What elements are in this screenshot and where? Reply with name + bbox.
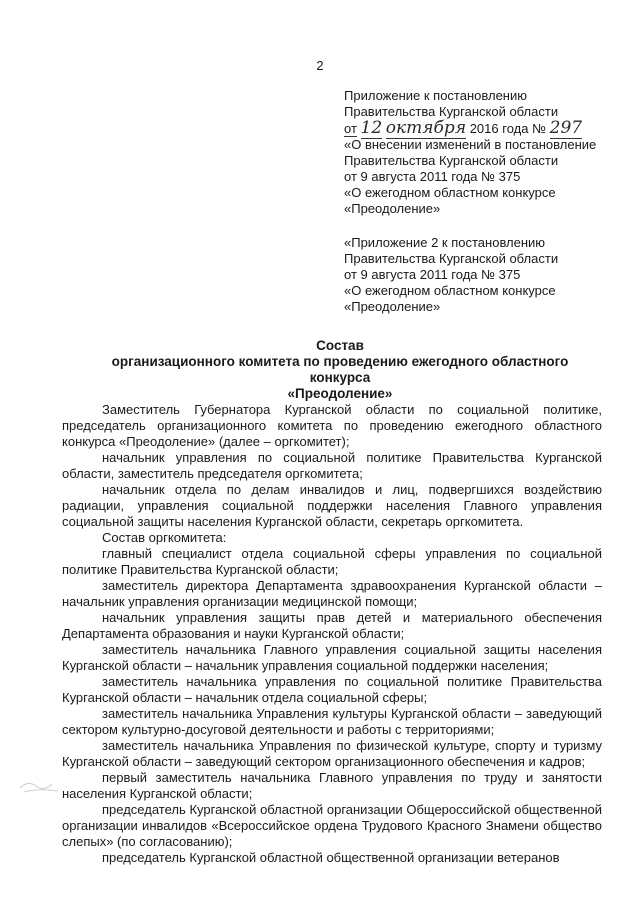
- appendix-line: от 9 августа 2011 года № 375: [344, 169, 521, 184]
- appendix-line: «Преодоление»: [344, 201, 441, 216]
- paragraph: заместитель директора Департамента здравоохранения Курганской области – начальник управления организации медицинской помощи;: [62, 578, 602, 609]
- appendix-date-line: [344, 120, 634, 137]
- paragraph: главный специалист отдела социальной сферы управления по социальной политике Правительства Курганской области;: [62, 546, 602, 577]
- appendix-line: «Приложение 2 к постановлению: [344, 235, 546, 250]
- appendix-line: Правительства Курганской области: [344, 104, 559, 119]
- paragraph: начальник управления защиты прав детей и материального обеспечения Департамента образования и науки Курганской области;: [62, 610, 602, 641]
- heading-contest-name: «Преодоление»: [287, 386, 393, 401]
- appendix-line: «О ежегодном областном конкурсе: [344, 185, 556, 200]
- appendix-line: от 9 августа 2011 года № 375: [344, 267, 521, 282]
- paragraph: Заместитель Губернатора Курганской области по социальной политике, председатель организационного комитета по проведению ежегодного областного конкурса «Преодоление» (далее – оргкомитет);: [62, 402, 602, 449]
- heading-title: Состав: [316, 338, 364, 353]
- handwritten-month: октября: [385, 118, 467, 138]
- paragraph: Состав оргкомитета:: [102, 530, 227, 545]
- paragraph: заместитель начальника управления по социальной политике Правительства Курганской области – начальник отдела социальной сферы;: [62, 674, 602, 705]
- paragraph: заместитель начальника Главного управления социальной защиты населения Курганской области – начальник управления социальной поддержки населения;: [62, 642, 602, 673]
- appendix-line: Приложение к постановлению: [344, 88, 527, 103]
- handwritten-number: 297: [549, 118, 583, 138]
- faint-stamp-mark: [18, 776, 64, 796]
- paragraph: начальник отдела по делам инвалидов и лиц, подвергшихся воздействию радиации, управления социальной поддержки населения Главного управления социальной защиты населения Курганской области, секретарь оргкомитета.: [62, 482, 602, 529]
- paragraph: заместитель начальника Управления по физической культуре, спорту и туризму Курганской области – заведующий сектором организационного обеспечения и кадров;: [62, 738, 602, 769]
- handwritten-day: 12: [360, 118, 383, 138]
- appendix-block: [344, 88, 634, 315]
- appendix-line: «О ежегодном областном конкурсе: [344, 283, 556, 298]
- appendix-line: «О внесении изменений в постановление: [344, 137, 597, 152]
- paragraph: первый заместитель начальника Главного управления по труду и занятости населения Курганской области;: [62, 770, 602, 801]
- paragraph: председатель Курганской областной общественной организации ветеранов: [102, 850, 560, 865]
- document-heading: [80, 338, 600, 402]
- date-year: 2016 года №: [469, 121, 547, 136]
- appendix-line: Правительства Курганской области: [344, 251, 559, 266]
- date-prefix: от: [344, 121, 357, 136]
- committee-list: [62, 402, 602, 866]
- appendix-line: «Преодоление»: [344, 299, 441, 314]
- page-number: 2: [316, 58, 324, 73]
- paragraph: заместитель начальника Управления культуры Курганской области – заведующий сектором культурно-досуговой деятельности и работы с территориями;: [62, 706, 602, 737]
- paragraph: начальник управления по социальной политике Правительства Курганской области, заместитель председателя оргкомитета;: [62, 450, 602, 481]
- appendix-line: Правительства Курганской области: [344, 153, 559, 168]
- heading-subtitle: организационного комитета по проведению ежегодного областного конкурса: [111, 354, 569, 385]
- paragraph: председатель Курганской областной организации Общероссийской общественной организации инвалидов «Всероссийское ордена Трудового Красного Знамени общество слепых» (по согласованию);: [62, 802, 602, 849]
